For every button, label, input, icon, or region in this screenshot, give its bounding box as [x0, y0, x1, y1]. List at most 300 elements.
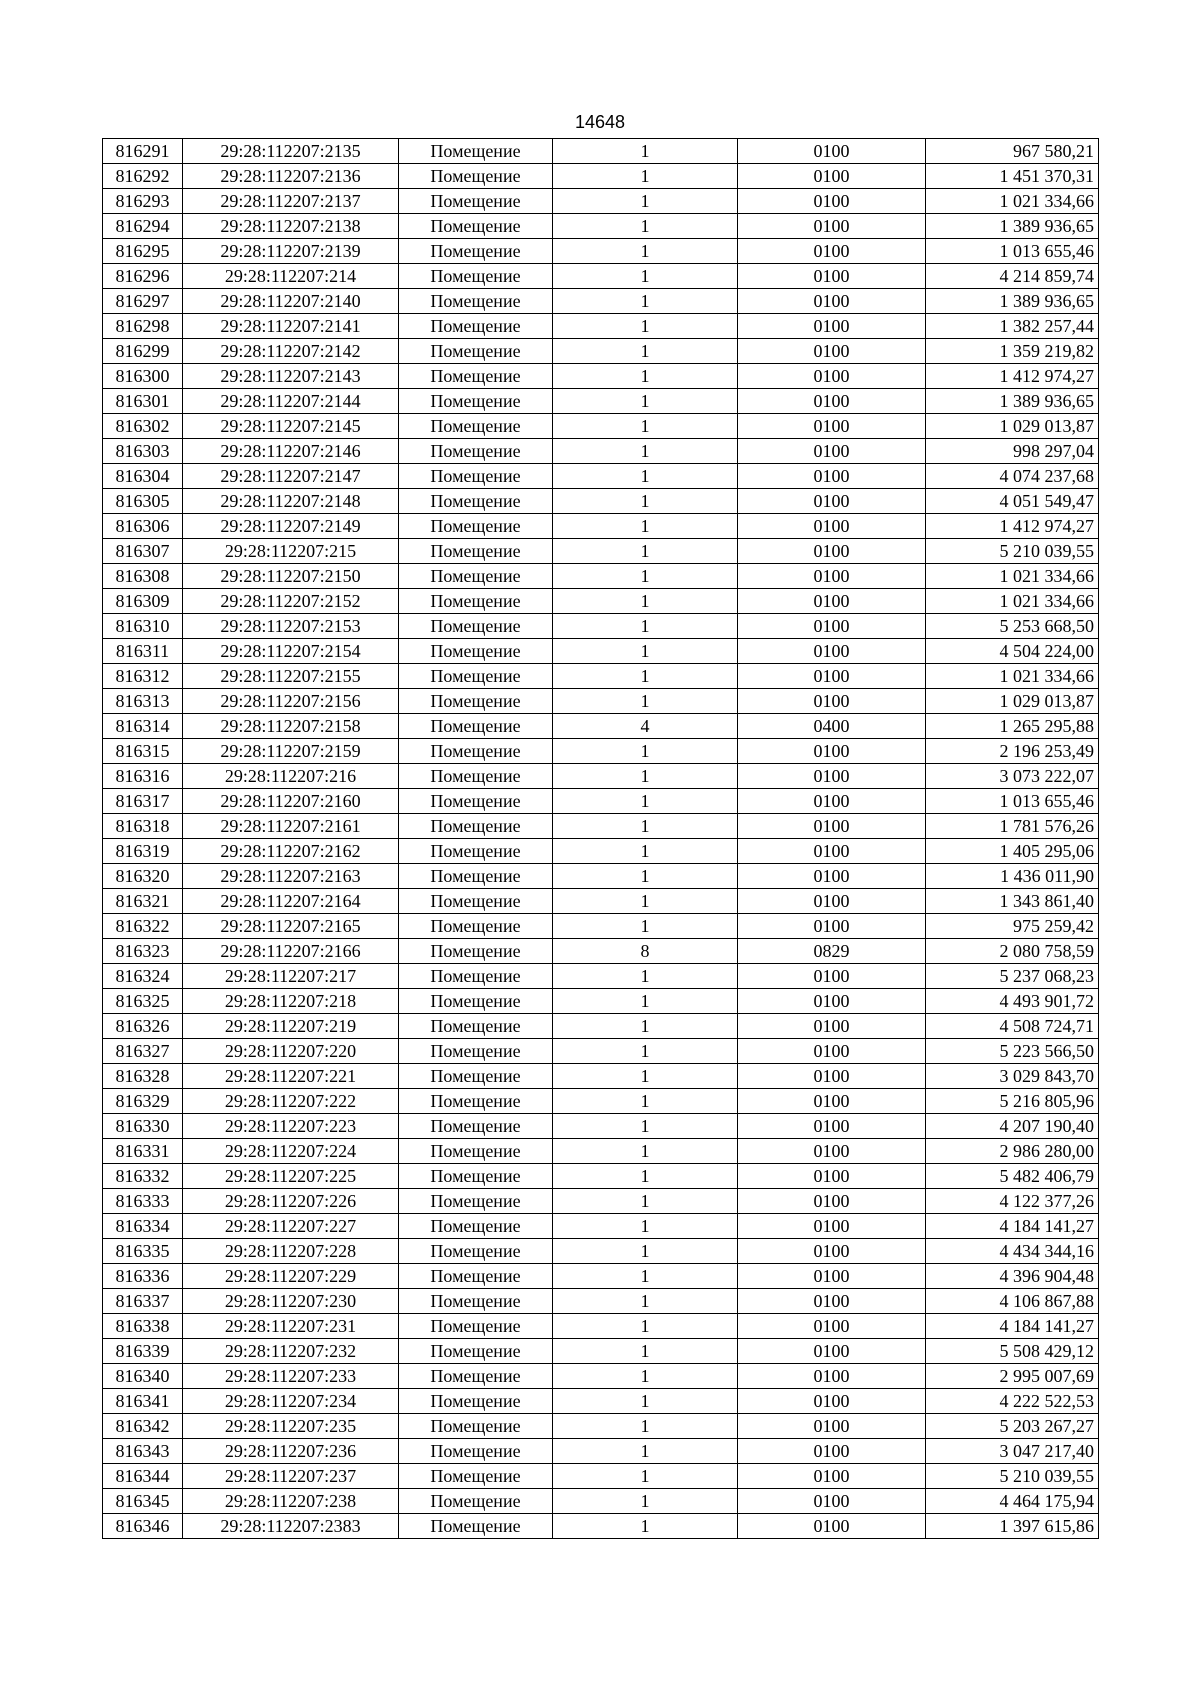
- quantity-cell: 1: [553, 1289, 738, 1314]
- table-row: [103, 1314, 1099, 1339]
- quantity-cell: 1: [553, 914, 738, 939]
- cadastral-number-cell: 29:28:112207:2146: [183, 439, 399, 464]
- row-number-cell: 816304: [103, 464, 183, 489]
- value-cell: 1 451 370,31: [926, 164, 1099, 189]
- row-number-cell: 816333: [103, 1189, 183, 1214]
- row-number-cell: 816324: [103, 964, 183, 989]
- quantity-cell: 8: [553, 939, 738, 964]
- quantity-cell: 1: [553, 639, 738, 664]
- value-cell: 4 184 141,27: [926, 1314, 1099, 1339]
- cadastral-number-cell: 29:28:112207:2158: [183, 714, 399, 739]
- value-cell: 3 047 217,40: [926, 1439, 1099, 1464]
- quantity-cell: 1: [553, 1439, 738, 1464]
- row-number-cell: 816309: [103, 589, 183, 614]
- table-row: [103, 339, 1099, 364]
- object-type-cell: Помещение: [399, 864, 553, 889]
- table-row: [103, 139, 1099, 164]
- object-type-cell: Помещение: [399, 989, 553, 1014]
- quantity-cell: 1: [553, 1139, 738, 1164]
- row-number-cell: 816307: [103, 539, 183, 564]
- table-row: [103, 489, 1099, 514]
- row-number-cell: 816326: [103, 1014, 183, 1039]
- value-cell: 4 396 904,48: [926, 1264, 1099, 1289]
- value-cell: 5 253 668,50: [926, 614, 1099, 639]
- object-type-cell: Помещение: [399, 939, 553, 964]
- code-cell: 0100: [738, 989, 926, 1014]
- row-number-cell: 816311: [103, 639, 183, 664]
- value-cell: 1 382 257,44: [926, 314, 1099, 339]
- cadastral-number-cell: 29:28:112207:2165: [183, 914, 399, 939]
- value-cell: 1 405 295,06: [926, 839, 1099, 864]
- cadastral-number-cell: 29:28:112207:2153: [183, 614, 399, 639]
- quantity-cell: 1: [553, 289, 738, 314]
- table-row: [103, 739, 1099, 764]
- row-number-cell: 816317: [103, 789, 183, 814]
- code-cell: 0100: [738, 439, 926, 464]
- row-number-cell: 816320: [103, 864, 183, 889]
- code-cell: 0100: [738, 514, 926, 539]
- value-cell: 1 412 974,27: [926, 364, 1099, 389]
- row-number-cell: 816335: [103, 1239, 183, 1264]
- table-row: [103, 889, 1099, 914]
- cadastral-number-cell: 29:28:112207:237: [183, 1464, 399, 1489]
- quantity-cell: 1: [553, 1164, 738, 1189]
- table-row: [103, 514, 1099, 539]
- cadastral-number-cell: 29:28:112207:2159: [183, 739, 399, 764]
- code-cell: 0100: [738, 689, 926, 714]
- value-cell: 4 184 141,27: [926, 1214, 1099, 1239]
- cadastral-number-cell: 29:28:112207:2139: [183, 239, 399, 264]
- quantity-cell: 1: [553, 839, 738, 864]
- value-cell: 1 343 861,40: [926, 889, 1099, 914]
- quantity-cell: 1: [553, 1364, 738, 1389]
- table-row: [103, 1414, 1099, 1439]
- object-type-cell: Помещение: [399, 1189, 553, 1214]
- row-number-cell: 816338: [103, 1314, 183, 1339]
- quantity-cell: 1: [553, 739, 738, 764]
- cadastral-number-cell: 29:28:112207:2142: [183, 339, 399, 364]
- quantity-cell: 1: [553, 1489, 738, 1514]
- table-row: [103, 314, 1099, 339]
- value-cell: 4 106 867,88: [926, 1289, 1099, 1314]
- table-row: [103, 1214, 1099, 1239]
- table-row: [103, 1164, 1099, 1189]
- value-cell: 1 021 334,66: [926, 664, 1099, 689]
- table-row: [103, 1364, 1099, 1389]
- object-type-cell: Помещение: [399, 314, 553, 339]
- value-cell: 5 203 267,27: [926, 1414, 1099, 1439]
- code-cell: 0100: [738, 964, 926, 989]
- cadastral-number-cell: 29:28:112207:2140: [183, 289, 399, 314]
- quantity-cell: 1: [553, 1414, 738, 1439]
- object-type-cell: Помещение: [399, 614, 553, 639]
- code-cell: 0100: [738, 589, 926, 614]
- value-cell: 3 073 222,07: [926, 764, 1099, 789]
- code-cell: 0100: [738, 489, 926, 514]
- table-row: [103, 914, 1099, 939]
- row-number-cell: 816334: [103, 1214, 183, 1239]
- quantity-cell: 1: [553, 264, 738, 289]
- code-cell: 0100: [738, 814, 926, 839]
- code-cell: 0100: [738, 1364, 926, 1389]
- table-row: [103, 189, 1099, 214]
- cadastral-number-cell: 29:28:112207:2149: [183, 514, 399, 539]
- table-row: [103, 564, 1099, 589]
- table-row: [103, 1289, 1099, 1314]
- code-cell: 0100: [738, 414, 926, 439]
- cadastral-number-cell: 29:28:112207:217: [183, 964, 399, 989]
- object-type-cell: Помещение: [399, 189, 553, 214]
- object-type-cell: Помещение: [399, 639, 553, 664]
- object-type-cell: Помещение: [399, 1314, 553, 1339]
- value-cell: 4 207 190,40: [926, 1114, 1099, 1139]
- object-type-cell: Помещение: [399, 789, 553, 814]
- cadastral-number-cell: 29:28:112207:2148: [183, 489, 399, 514]
- object-type-cell: Помещение: [399, 1389, 553, 1414]
- object-type-cell: Помещение: [399, 1339, 553, 1364]
- cadastral-number-cell: 29:28:112207:2136: [183, 164, 399, 189]
- quantity-cell: 1: [553, 1389, 738, 1414]
- object-type-cell: Помещение: [399, 264, 553, 289]
- quantity-cell: 1: [553, 564, 738, 589]
- object-type-cell: Помещение: [399, 914, 553, 939]
- quantity-cell: 1: [553, 1014, 738, 1039]
- value-cell: 1 781 576,26: [926, 814, 1099, 839]
- object-type-cell: Помещение: [399, 1289, 553, 1314]
- row-number-cell: 816322: [103, 914, 183, 939]
- object-type-cell: Помещение: [399, 1239, 553, 1264]
- table-row: [103, 1464, 1099, 1489]
- row-number-cell: 816303: [103, 439, 183, 464]
- quantity-cell: 1: [553, 339, 738, 364]
- quantity-cell: 1: [553, 814, 738, 839]
- table-row: [103, 864, 1099, 889]
- value-cell: 5 210 039,55: [926, 539, 1099, 564]
- code-cell: 0100: [738, 739, 926, 764]
- table-row: [103, 214, 1099, 239]
- row-number-cell: 816310: [103, 614, 183, 639]
- cadastral-number-cell: 29:28:112207:2138: [183, 214, 399, 239]
- row-number-cell: 816308: [103, 564, 183, 589]
- object-type-cell: Помещение: [399, 589, 553, 614]
- cadastral-number-cell: 29:28:112207:2143: [183, 364, 399, 389]
- table-row: [103, 539, 1099, 564]
- row-number-cell: 816339: [103, 1339, 183, 1364]
- row-number-cell: 816312: [103, 664, 183, 689]
- table-row: [103, 414, 1099, 439]
- table-row: [103, 1264, 1099, 1289]
- code-cell: 0100: [738, 1164, 926, 1189]
- object-type-cell: Помещение: [399, 414, 553, 439]
- cadastral-number-cell: 29:28:112207:2144: [183, 389, 399, 414]
- object-type-cell: Помещение: [399, 464, 553, 489]
- quantity-cell: 1: [553, 439, 738, 464]
- code-cell: 0100: [738, 1139, 926, 1164]
- code-cell: 0100: [738, 1114, 926, 1139]
- quantity-cell: 1: [553, 864, 738, 889]
- object-type-cell: Помещение: [399, 839, 553, 864]
- cadastral-number-cell: 29:28:112207:231: [183, 1314, 399, 1339]
- cadastral-number-cell: 29:28:112207:220: [183, 1039, 399, 1064]
- code-cell: 0100: [738, 314, 926, 339]
- quantity-cell: 1: [553, 764, 738, 789]
- value-cell: 1 412 974,27: [926, 514, 1099, 539]
- value-cell: 5 223 566,50: [926, 1039, 1099, 1064]
- cadastral-number-cell: 29:28:112207:2163: [183, 864, 399, 889]
- cadastral-number-cell: 29:28:112207:232: [183, 1339, 399, 1364]
- quantity-cell: 1: [553, 514, 738, 539]
- object-type-cell: Помещение: [399, 664, 553, 689]
- row-number-cell: 816297: [103, 289, 183, 314]
- row-number-cell: 816313: [103, 689, 183, 714]
- row-number-cell: 816343: [103, 1439, 183, 1464]
- cadastral-number-cell: 29:28:112207:218: [183, 989, 399, 1014]
- object-type-cell: Помещение: [399, 514, 553, 539]
- quantity-cell: 1: [553, 214, 738, 239]
- object-type-cell: Помещение: [399, 1014, 553, 1039]
- value-cell: 1 021 334,66: [926, 564, 1099, 589]
- object-type-cell: Помещение: [399, 1064, 553, 1089]
- value-cell: 967 580,21: [926, 139, 1099, 164]
- quantity-cell: 1: [553, 389, 738, 414]
- row-number-cell: 816306: [103, 514, 183, 539]
- cadastral-number-cell: 29:28:112207:2152: [183, 589, 399, 614]
- table-row: [103, 789, 1099, 814]
- row-number-cell: 816332: [103, 1164, 183, 1189]
- value-cell: 4 504 224,00: [926, 639, 1099, 664]
- object-type-cell: Помещение: [399, 1439, 553, 1464]
- row-number-cell: 816305: [103, 489, 183, 514]
- quantity-cell: 1: [553, 1039, 738, 1064]
- object-type-cell: Помещение: [399, 214, 553, 239]
- value-cell: 4 051 549,47: [926, 489, 1099, 514]
- quantity-cell: 1: [553, 364, 738, 389]
- value-cell: 2 080 758,59: [926, 939, 1099, 964]
- table-row: [103, 1089, 1099, 1114]
- quantity-cell: 1: [553, 1239, 738, 1264]
- table-row: [103, 639, 1099, 664]
- table-row: [103, 264, 1099, 289]
- value-cell: 5 216 805,96: [926, 1089, 1099, 1114]
- row-number-cell: 816299: [103, 339, 183, 364]
- code-cell: 0100: [738, 1464, 926, 1489]
- object-type-cell: Помещение: [399, 339, 553, 364]
- quantity-cell: 1: [553, 1114, 738, 1139]
- table-row: [103, 1489, 1099, 1514]
- object-type-cell: Помещение: [399, 1489, 553, 1514]
- quantity-cell: 1: [553, 789, 738, 814]
- quantity-cell: 1: [553, 1314, 738, 1339]
- cadastral-number-cell: 29:28:112207:224: [183, 1139, 399, 1164]
- cadastral-number-cell: 29:28:112207:2154: [183, 639, 399, 664]
- object-type-cell: Помещение: [399, 1414, 553, 1439]
- quantity-cell: 1: [553, 489, 738, 514]
- cadastral-number-cell: 29:28:112207:2155: [183, 664, 399, 689]
- cadastral-number-cell: 29:28:112207:223: [183, 1114, 399, 1139]
- row-number-cell: 816319: [103, 839, 183, 864]
- quantity-cell: 1: [553, 314, 738, 339]
- quantity-cell: 4: [553, 714, 738, 739]
- quantity-cell: 1: [553, 1464, 738, 1489]
- object-type-cell: Помещение: [399, 1114, 553, 1139]
- table-row: [103, 439, 1099, 464]
- row-number-cell: 816301: [103, 389, 183, 414]
- code-cell: 0100: [738, 614, 926, 639]
- table-row: [103, 1139, 1099, 1164]
- value-cell: 2 995 007,69: [926, 1364, 1099, 1389]
- object-type-cell: Помещение: [399, 1364, 553, 1389]
- value-cell: 975 259,42: [926, 914, 1099, 939]
- row-number-cell: 816345: [103, 1489, 183, 1514]
- code-cell: 0100: [738, 914, 926, 939]
- table-row: [103, 664, 1099, 689]
- cadastral-number-cell: 29:28:112207:2137: [183, 189, 399, 214]
- quantity-cell: 1: [553, 1089, 738, 1114]
- table-row: [103, 939, 1099, 964]
- row-number-cell: 816329: [103, 1089, 183, 1114]
- table-row: [103, 164, 1099, 189]
- row-number-cell: 816344: [103, 1464, 183, 1489]
- cadastral-number-cell: 29:28:112207:225: [183, 1164, 399, 1189]
- table-row: [103, 1439, 1099, 1464]
- code-cell: 0100: [738, 1089, 926, 1114]
- cadastral-number-cell: 29:28:112207:222: [183, 1089, 399, 1114]
- cadastral-number-cell: 29:28:112207:2160: [183, 789, 399, 814]
- object-type-cell: Помещение: [399, 1214, 553, 1239]
- value-cell: 1 389 936,65: [926, 289, 1099, 314]
- row-number-cell: 816342: [103, 1414, 183, 1439]
- cadastral-number-cell: 29:28:112207:215: [183, 539, 399, 564]
- table-row: [103, 389, 1099, 414]
- value-cell: 1 265 295,88: [926, 714, 1099, 739]
- quantity-cell: 1: [553, 589, 738, 614]
- code-cell: 0100: [738, 1214, 926, 1239]
- table-row: [103, 1514, 1099, 1539]
- value-cell: 1 359 219,82: [926, 339, 1099, 364]
- value-cell: 1 013 655,46: [926, 239, 1099, 264]
- code-cell: 0100: [738, 839, 926, 864]
- row-number-cell: 816337: [103, 1289, 183, 1314]
- object-type-cell: Помещение: [399, 1164, 553, 1189]
- cadastral-number-cell: 29:28:112207:2156: [183, 689, 399, 714]
- table-row: [103, 1064, 1099, 1089]
- quantity-cell: 1: [553, 239, 738, 264]
- code-cell: 0100: [738, 1239, 926, 1264]
- code-cell: 0100: [738, 189, 926, 214]
- code-cell: 0829: [738, 939, 926, 964]
- value-cell: 1 021 334,66: [926, 589, 1099, 614]
- object-type-cell: Помещение: [399, 1264, 553, 1289]
- object-type-cell: Помещение: [399, 289, 553, 314]
- value-cell: 4 122 377,26: [926, 1189, 1099, 1214]
- value-cell: 1 436 011,90: [926, 864, 1099, 889]
- cadastral-number-cell: 29:28:112207:2161: [183, 814, 399, 839]
- quantity-cell: 1: [553, 1339, 738, 1364]
- cadastral-number-cell: 29:28:112207:221: [183, 1064, 399, 1089]
- row-number-cell: 816291: [103, 139, 183, 164]
- code-cell: 0100: [738, 164, 926, 189]
- object-type-cell: Помещение: [399, 714, 553, 739]
- quantity-cell: 1: [553, 1189, 738, 1214]
- code-cell: 0100: [738, 1489, 926, 1514]
- value-cell: 2 196 253,49: [926, 739, 1099, 764]
- value-cell: 1 021 334,66: [926, 189, 1099, 214]
- value-cell: 1 389 936,65: [926, 214, 1099, 239]
- cadastral-number-cell: 29:28:112207:214: [183, 264, 399, 289]
- value-cell: 4 074 237,68: [926, 464, 1099, 489]
- cadastral-number-cell: 29:28:112207:219: [183, 1014, 399, 1039]
- code-cell: 0100: [738, 1514, 926, 1539]
- cadastral-number-cell: 29:28:112207:234: [183, 1389, 399, 1414]
- code-cell: 0100: [738, 1314, 926, 1339]
- table-row: [103, 1014, 1099, 1039]
- object-type-cell: Помещение: [399, 139, 553, 164]
- row-number-cell: 816315: [103, 739, 183, 764]
- table-row: [103, 764, 1099, 789]
- object-type-cell: Помещение: [399, 564, 553, 589]
- cadastral-number-cell: 29:28:112207:216: [183, 764, 399, 789]
- row-number-cell: 816295: [103, 239, 183, 264]
- code-cell: 0100: [738, 239, 926, 264]
- object-type-cell: Помещение: [399, 439, 553, 464]
- row-number-cell: 816327: [103, 1039, 183, 1064]
- row-number-cell: 816300: [103, 364, 183, 389]
- code-cell: 0100: [738, 289, 926, 314]
- object-type-cell: Помещение: [399, 239, 553, 264]
- cadastral-number-cell: 29:28:112207:2166: [183, 939, 399, 964]
- quantity-cell: 1: [553, 989, 738, 1014]
- table-row: [103, 714, 1099, 739]
- object-type-cell: Помещение: [399, 1514, 553, 1539]
- table-row: [103, 1339, 1099, 1364]
- quantity-cell: 1: [553, 964, 738, 989]
- code-cell: 0100: [738, 789, 926, 814]
- code-cell: 0100: [738, 1389, 926, 1414]
- page-number: 14648: [574, 112, 626, 132]
- cadastral-number-cell: 29:28:112207:2135: [183, 139, 399, 164]
- table-row: [103, 364, 1099, 389]
- registry-table-body: [103, 139, 1099, 1539]
- row-number-cell: 816316: [103, 764, 183, 789]
- value-cell: 1 389 936,65: [926, 389, 1099, 414]
- code-cell: 0100: [738, 464, 926, 489]
- quantity-cell: 1: [553, 539, 738, 564]
- code-cell: 0100: [738, 364, 926, 389]
- code-cell: 0100: [738, 1189, 926, 1214]
- cadastral-number-cell: 29:28:112207:229: [183, 1264, 399, 1289]
- code-cell: 0100: [738, 564, 926, 589]
- row-number-cell: 816302: [103, 414, 183, 439]
- quantity-cell: 1: [553, 1214, 738, 1239]
- quantity-cell: 1: [553, 1264, 738, 1289]
- row-number-cell: 816293: [103, 189, 183, 214]
- object-type-cell: Помещение: [399, 389, 553, 414]
- cadastral-number-cell: 29:28:112207:2147: [183, 464, 399, 489]
- quantity-cell: 1: [553, 164, 738, 189]
- table-row: [103, 689, 1099, 714]
- row-number-cell: 816292: [103, 164, 183, 189]
- code-cell: 0100: [738, 1439, 926, 1464]
- row-number-cell: 816298: [103, 314, 183, 339]
- cadastral-number-cell: 29:28:112207:238: [183, 1489, 399, 1514]
- code-cell: 0100: [738, 1414, 926, 1439]
- table-row: [103, 1189, 1099, 1214]
- table-row: [103, 589, 1099, 614]
- object-type-cell: Помещение: [399, 764, 553, 789]
- row-number-cell: 816346: [103, 1514, 183, 1539]
- code-cell: 0100: [738, 889, 926, 914]
- row-number-cell: 816314: [103, 714, 183, 739]
